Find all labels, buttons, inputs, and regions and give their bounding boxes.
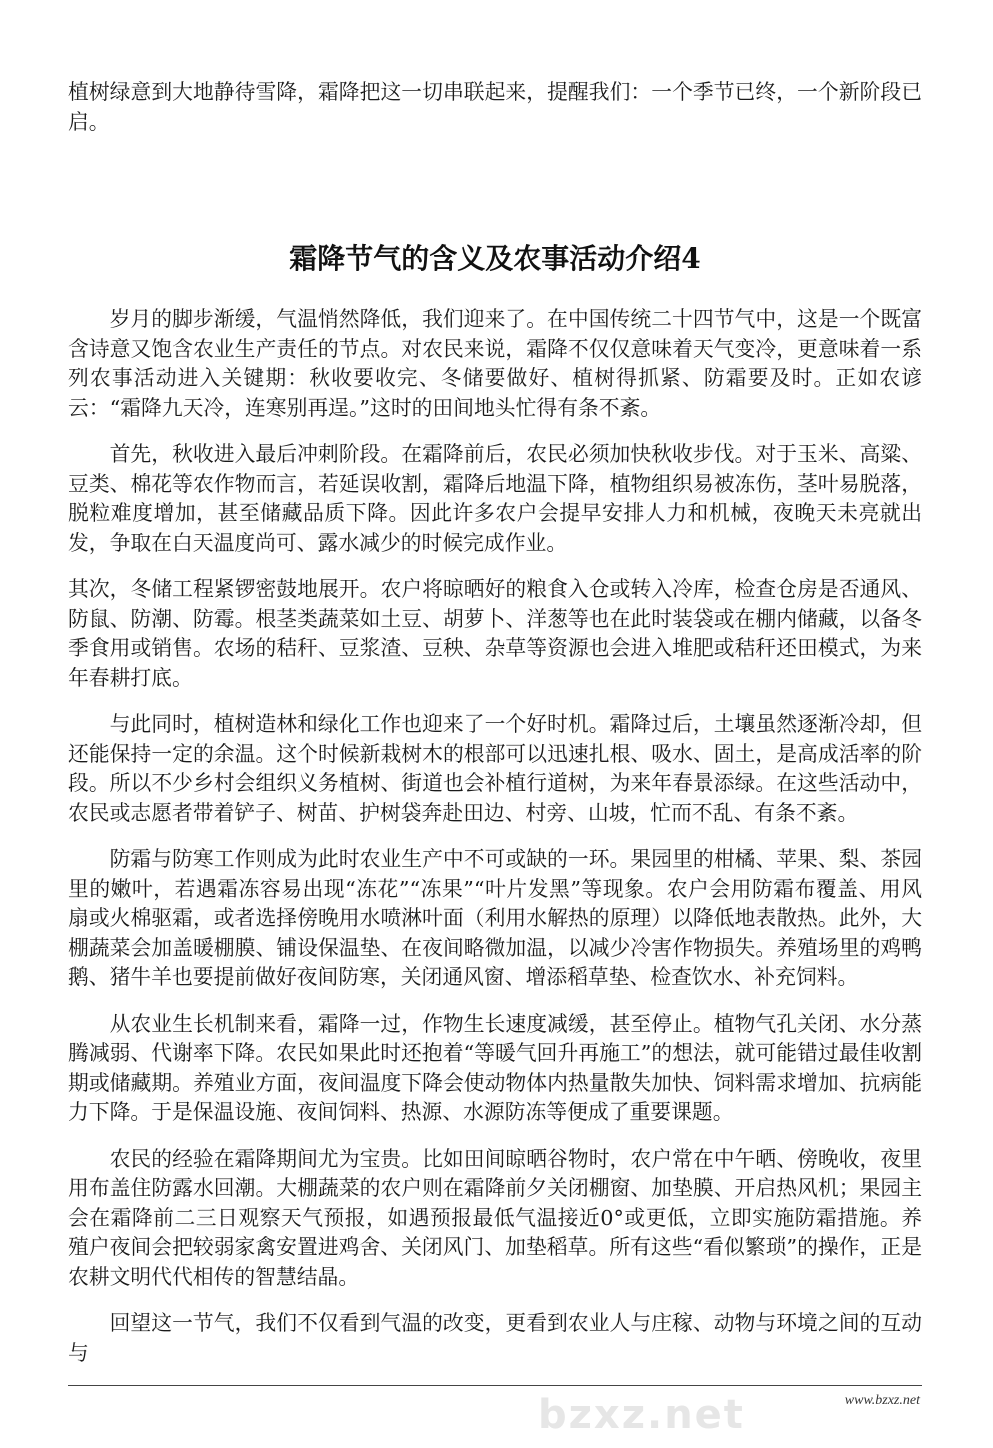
- paragraph-winter-storage: 其次，冬储工程紧锣密鼓地展开。农户将晾晒好的粮食入仓或转入冷库，检查仓房是否通风、防鼠、防潮、防霉。根茎类蔬菜如土豆、胡萝卜、洋葱等也在此时装袋或在棚内储藏，以备冬季食用或销售。农场的秸秆、豆浆渣、豆秧、杂草等资源也会进入堆肥或秸秆还田模式，为来年春耕打底。: [68, 577, 922, 690]
- paragraph-autumn-harvest: 首先，秋收进入最后冲刺阶段。在霜降前后，农民必须加快秋收步伐。对于玉米、高粱、豆类、棉花等农作物而言，若延误收割，霜降后地温下降，植物组织易被冻伤，茎叶易脱落，脱粒难度增加，甚至储藏品质下降。因此许多农户会提早安排人力和机械，夜晚天未亮就出发，争取在白天温度尚可、露水减少的时候完成作业。: [68, 442, 922, 555]
- carryover-paragraph: 植树绿意到大地静待雪降，霜降把这一切串联起来，提醒我们：一个季节已终，一个新阶段已启。: [68, 80, 922, 134]
- paragraph-frost-protection: 防霜与防寒工作则成为此时农业生产中不可或缺的一环。果园里的柑橘、苹果、梨、茶园里的嫩叶，若遇霜冻容易出现“冻花”“冻果”“叶片发黑”等现象。农户会用防霜布覆盖、用风扇或火棉驱霜，或者选择傍晚用水喷淋叶面（利用水解热的原理）以降低地表散热。此外，大棚蔬菜会加盖暖棚膜、铺设保温垫、在夜间略微加温，以减少冷害作物损失。养殖场里的鸡鸭鹅、猪牛羊也要提前做好夜间防寒，关闭通风窗、增添稻草垫、检查饮水、补充饲料。: [68, 847, 922, 989]
- paragraph-growth-mechanism: 从农业生长机制来看，霜降一过，作物生长速度减缓，甚至停止。植物气孔关闭、水分蒸腾减弱、代谢率下降。农民如果此时还抱着“等暖气回升再施工”的想法，就可能错过最佳收割期或储藏期。养殖业方面，夜间温度下降会使动物体内热量散失加快、饲料需求增加、抗病能力下降。于是保温设施、夜间饲料、热源、水源防冻等便成了重要课题。: [68, 1011, 922, 1124]
- paragraph-farmer-experience: 农民的经验在霜降期间尤为宝贵。比如田间晾晒谷物时，农户常在中午晒、傍晚收，夜里用布盖住防露水回潮。大棚蔬菜的农户则在霜降前夕关闭棚窗、加垫膜、开启热风机；果园主会在霜降前二三日观察天气预报，如遇预报最低气温接近0°或更低，立即实施防霜措施。养殖户夜间会把较弱家禽安置进鸡舍、关闭风门、加垫稻草。所有这些“看似繁琐”的操作，正是农耕文明代代相传的智慧结晶。: [68, 1146, 922, 1289]
- paragraph-tree-planting: 与此同时，植树造林和绿化工作也迎来了一个好时机。霜降过后，土壤虽然逐渐冷却，但还能保持一定的余温。这个时候新栽树木的根部可以迅速扎根、吸水、固土，是高成活率的阶段。所以不少乡村会组织义务植树、街道也会补植行道树，为来年春景添绿。在这些活动中，农民或志愿者带着铲子、树苗、护树袋奔赴田边、村旁、山坡，忙而不乱、有条不紊。: [68, 712, 922, 825]
- footer-divider: [68, 1385, 922, 1448]
- paragraph-reflection: 回望这一节气，我们不仅看到气温的改变，更看到农业人与庄稼、动物与环境之间的互动与: [68, 1311, 922, 1365]
- footer-url: www.bzxz.net: [844, 1393, 920, 1408]
- paragraph-intro: 岁月的脚步渐缓，气温悄然降低，我们迎来了。在中国传统二十四节气中，这是一个既富含诗意又饱含农业生产责任的节点。对农民来说，霜降不仅仅意味着天气变冷，更意味着一系列农事活动进入关键期：秋收要收完、冬储要做好、植树得抓紧、防霜要及时。正如农谚云：“霜降九天冷，连寒别再逞。”这时的田间地头忙得有条不紊。: [68, 307, 922, 420]
- section-title: 霜降节气的含义及农事活动介绍4: [289, 242, 701, 275]
- watermark: bzxz.net: [538, 1392, 745, 1438]
